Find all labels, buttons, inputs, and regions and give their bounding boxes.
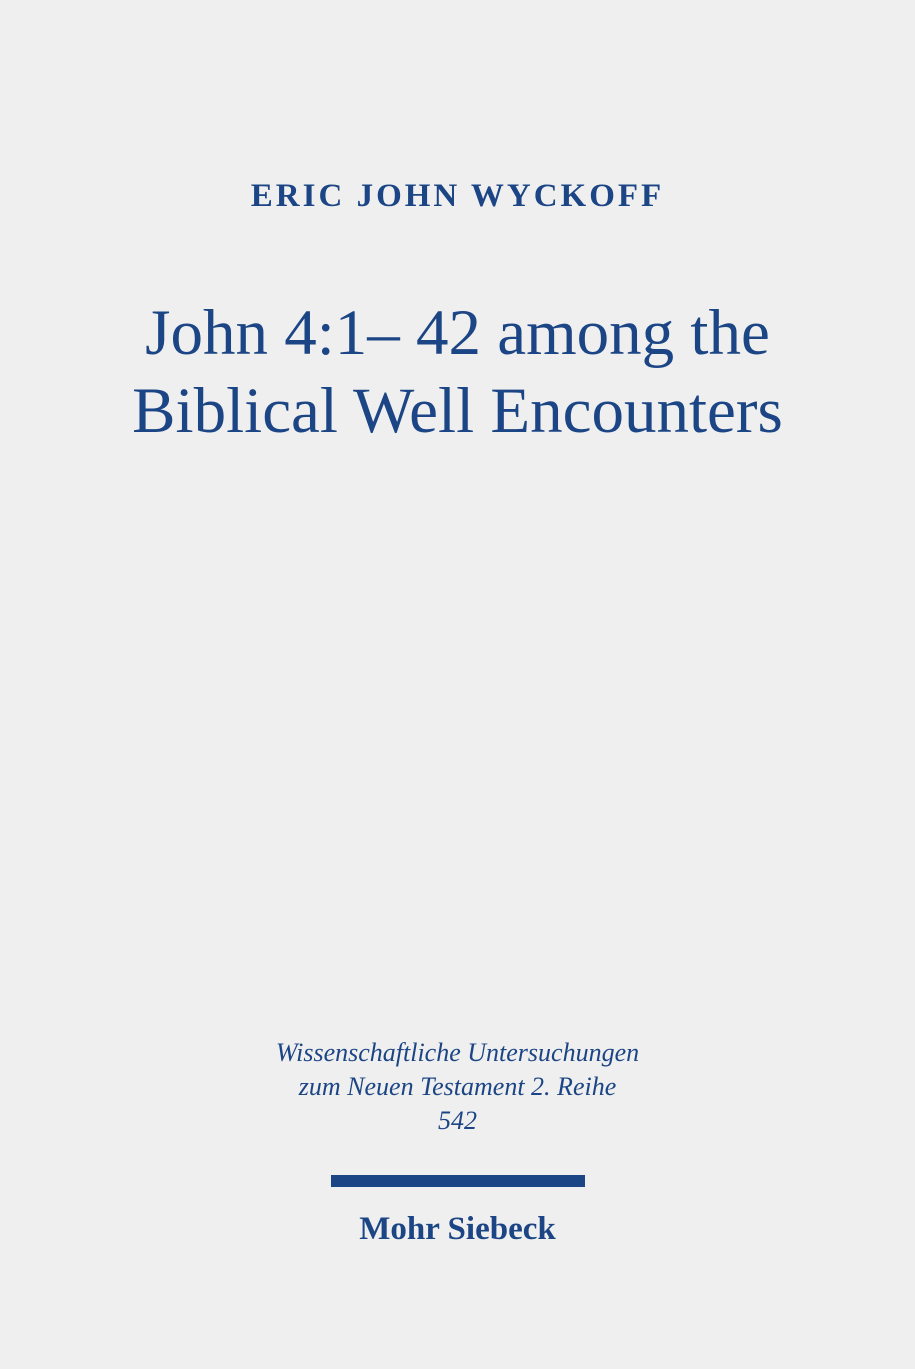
author-name: ERIC JOHN WYCKOFF bbox=[250, 178, 665, 214]
series-info bbox=[0, 1036, 915, 1138]
title-line-2: Biblical Well Encounters bbox=[132, 375, 783, 447]
series-line-2: zum Neuen Testament 2. Reihe bbox=[298, 1072, 617, 1101]
series-number: 542 bbox=[438, 1106, 477, 1135]
divider-bar bbox=[331, 1175, 585, 1187]
title-line-1: John 4:1– 42 among the bbox=[145, 297, 770, 369]
publisher-name: Mohr Siebeck bbox=[359, 1211, 556, 1247]
series-line-1: Wissenschaftliche Untersuchungen bbox=[275, 1038, 640, 1067]
book-title bbox=[40, 294, 875, 450]
